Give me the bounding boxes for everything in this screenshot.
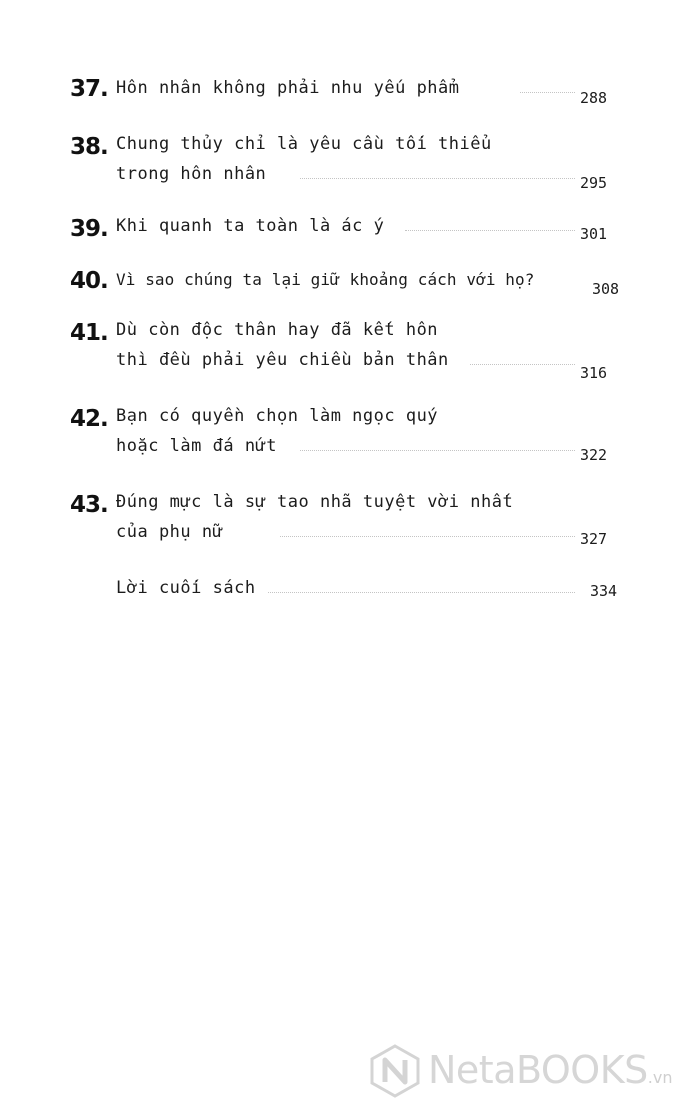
- page-number: 327: [580, 530, 608, 548]
- page-number: 301: [580, 225, 608, 243]
- dot-leader: [520, 92, 575, 93]
- chapter-number: 40.: [70, 268, 108, 294]
- page-number: 308: [592, 280, 620, 298]
- chapter-number: 37.: [70, 76, 108, 102]
- dot-leader: [268, 592, 575, 593]
- dot-leader: [280, 536, 575, 537]
- chapter-title-line: thì đều phải yêu chiều bản thân: [116, 350, 449, 370]
- page-number: 295: [580, 174, 608, 192]
- chapter-title-line: Lời cuối sách: [116, 578, 256, 598]
- chapter-title-line: Chung thủy chỉ là yêu cầu tối thiểu: [116, 134, 492, 154]
- watermark-text: [428, 1048, 672, 1092]
- watermark-brand: NetaBOOKS: [428, 1048, 648, 1092]
- chapter-number: 42.: [70, 406, 108, 432]
- chapter-title-line: Bạn có quyền chọn làm ngọc quý: [116, 406, 439, 426]
- page-number: 316: [580, 364, 608, 382]
- chapter-number: 43.: [70, 492, 108, 518]
- page-number: 288: [580, 89, 608, 107]
- chapter-title-line: Đúng mực là sự tao nhã tuyệt vời nhất: [116, 492, 514, 512]
- page-number: 322: [580, 446, 608, 464]
- chapter-title-line: Vì sao chúng ta lại giữ khoảng cách với họ?: [116, 270, 535, 289]
- chapter-number: 39.: [70, 216, 108, 242]
- page-number: 334: [590, 582, 618, 600]
- netabooks-watermark: [368, 1040, 698, 1100]
- chapter-title-line: trong hôn nhân: [116, 164, 267, 184]
- dot-leader: [300, 450, 575, 451]
- chapter-number: 38.: [70, 134, 108, 160]
- chapter-title-line: Khi quanh ta toàn là ác ý: [116, 216, 385, 236]
- watermark-suffix: .vn: [647, 1068, 673, 1087]
- netabooks-logo-icon: [368, 1044, 422, 1098]
- dot-leader: [405, 230, 575, 231]
- dot-leader: [470, 364, 575, 365]
- chapter-number: 41.: [70, 320, 108, 346]
- dot-leader: [300, 178, 575, 179]
- chapter-title-line: hoặc làm đá nứt: [116, 436, 278, 456]
- chapter-title-line: của phụ nữ: [116, 522, 224, 542]
- chapter-title-line: Dù còn độc thân hay đã kết hôn: [116, 320, 439, 340]
- chapter-title-line: Hôn nhân không phải nhu yếu phẩm: [116, 78, 460, 98]
